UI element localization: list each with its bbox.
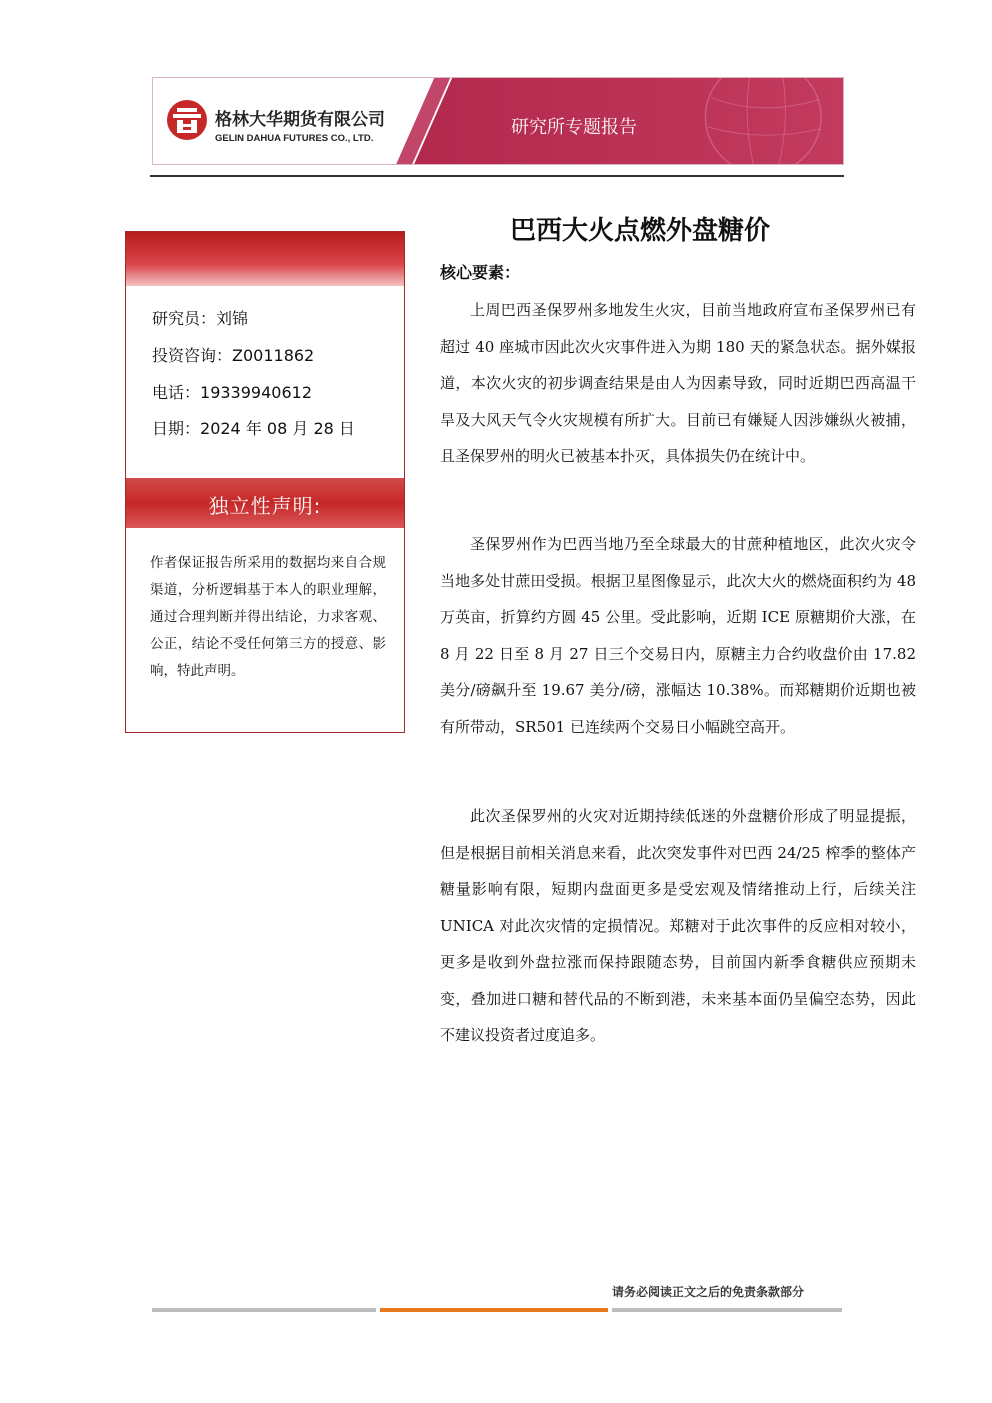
declaration-title: 独立性声明:	[208, 494, 322, 518]
phone-label: 电话：	[152, 383, 201, 402]
paragraph-2: 圣保罗州作为巴西当地乃至全球最大的甘蔗种植地区，此次火灾令当地多处甘蔗田受损。根据卫星图像显示，此次大火的燃烧面积约为 48 万英亩，折算约方圆 45 公里。受此影响，近期 ICE 原糖期价大涨，在 8 月 22 日至 8 月 27 日三个交易日内，原糖主力合约收盘价由 17.82 美分/磅飙升至 19.67 美分/磅，涨幅达 10.38%。而郑糖期价近期也被有所带动，SR501 已连续两个交易日小幅跳空高开。	[440, 535, 916, 736]
header-divider	[150, 175, 844, 177]
researcher-label: 研究员：	[152, 309, 217, 328]
phone-line	[152, 380, 312, 403]
license-number: Z0011862	[232, 346, 315, 365]
section-heading: 核心要素：	[440, 263, 521, 282]
company-name-cn: 格林大华期货有限公司	[215, 110, 385, 130]
license-label: 投资咨询：	[152, 346, 233, 365]
footer-bar-right	[612, 1308, 842, 1312]
paragraph-1: 上周巴西圣保罗州多地发生火灾，目前当地政府宣布圣保罗州已有超过 40 座城市因此次火灾事件进入为期 180 天的紧急状态。据外媒报道，本次火灾的初步调查结果是由人为因素导致，同时近期巴西高温干旱及大风天气令火灾规模有所扩大。目前已有嫌疑人因涉嫌纵火被捕，且圣保罗州的明火已被基本扑灭，具体损失仍在统计中。	[440, 301, 916, 465]
report-date: 2024 年 08 月 28 日	[200, 419, 355, 438]
company-name-en: GELIN DAHUA FUTURES CO., LTD.	[215, 133, 374, 144]
researcher-name: 刘锦	[216, 309, 249, 328]
footer-bar-left	[152, 1308, 376, 1312]
phone-number: 19339940612	[200, 383, 312, 402]
date-line	[152, 416, 355, 439]
author-info-panel	[125, 231, 405, 733]
report-header	[152, 77, 844, 165]
license-line	[152, 343, 314, 366]
report-type-label: 研究所专题报告	[511, 117, 637, 138]
panel-header-band	[126, 232, 404, 286]
declaration-header	[126, 478, 404, 528]
company-logo-icon	[165, 98, 209, 142]
declaration-text: 作者保证报告所采用的数据均来自合规渠道，分析逻辑基于本人的职业理解，通过合理判断并得出结论，力求客观、公正，结论不受任何第三方的授意、影响，特此声明。	[150, 555, 386, 679]
researcher-line	[152, 306, 248, 329]
document-title: 巴西大火点燃外盘糖价	[509, 216, 770, 246]
disclaimer-note: 请务必阅读正文之后的免责条款部分	[612, 1285, 805, 1299]
paragraph-3: 此次圣保罗州的火灾对近期持续低迷的外盘糖价形成了明显提振，但是根据目前相关消息来看，此次突发事件对巴西 24/25 榨季的整体产糖量影响有限，短期内盘面更多是受宏观及情绪推动上行，后续关注 UNICA 对此次灾情的定损情况。郑糖对于此次事件的反应相对较小，更多是收到外盘拉涨而保持跟随态势，目前国内新季食糖供应预期未变，叠加进口糖和替代品的不断到港，未来基本面仍呈偏空态势，因此不建议投资者过度追多。	[440, 807, 916, 1044]
footer-bar-middle	[380, 1308, 608, 1312]
date-label: 日期：	[152, 419, 201, 438]
